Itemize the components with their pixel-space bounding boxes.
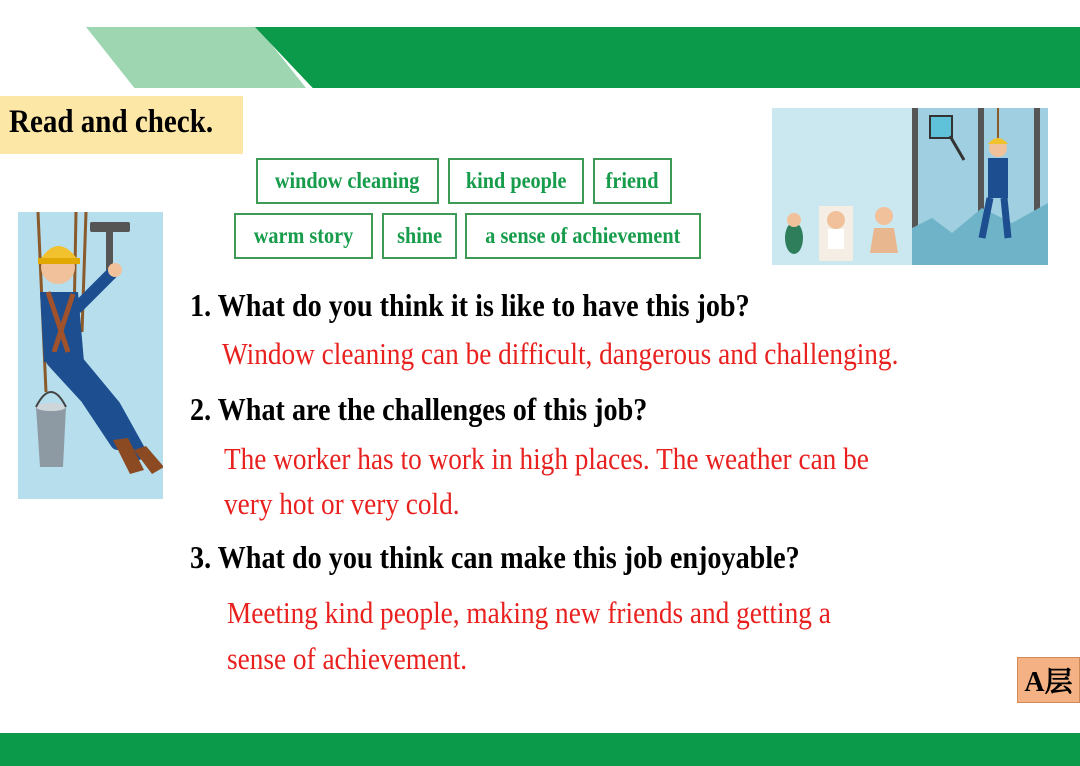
answer-2-line-2: very hot or very cold. — [224, 486, 460, 521]
word-box-kind-people: kind people — [448, 158, 584, 204]
word-box-sense-of-achievement: a sense of achievement — [465, 213, 701, 259]
answer-1: Window cleaning can be difficult, dangerous and challenging. — [222, 336, 899, 371]
window-cleaner-illustration — [18, 212, 163, 499]
word-box-friend: friend — [593, 158, 672, 204]
question-2: 2. What are the challenges of this job? — [190, 391, 648, 427]
window-cleaner-with-babies-illustration — [772, 108, 1048, 265]
word-box-window-cleaning: window cleaning — [256, 158, 439, 204]
answer-2-line-1: The worker has to work in high places. The weather can be — [224, 441, 869, 476]
question-3: 3. What do you think can make this job enjoyable? — [190, 539, 800, 575]
page-title: Read and check. — [9, 104, 214, 140]
level-badge: A层 — [1017, 657, 1080, 703]
answer-3-line-2: sense of achievement. — [227, 641, 468, 676]
word-box-shine: shine — [382, 213, 457, 259]
answer-3-line-1: Meeting kind people, making new friends and getting a — [227, 595, 831, 630]
question-1: 1. What do you think it is like to have this job? — [190, 287, 750, 323]
footer-bar — [0, 733, 1080, 766]
word-box-warm-story: warm story — [234, 213, 373, 259]
header-banner — [255, 27, 1080, 88]
